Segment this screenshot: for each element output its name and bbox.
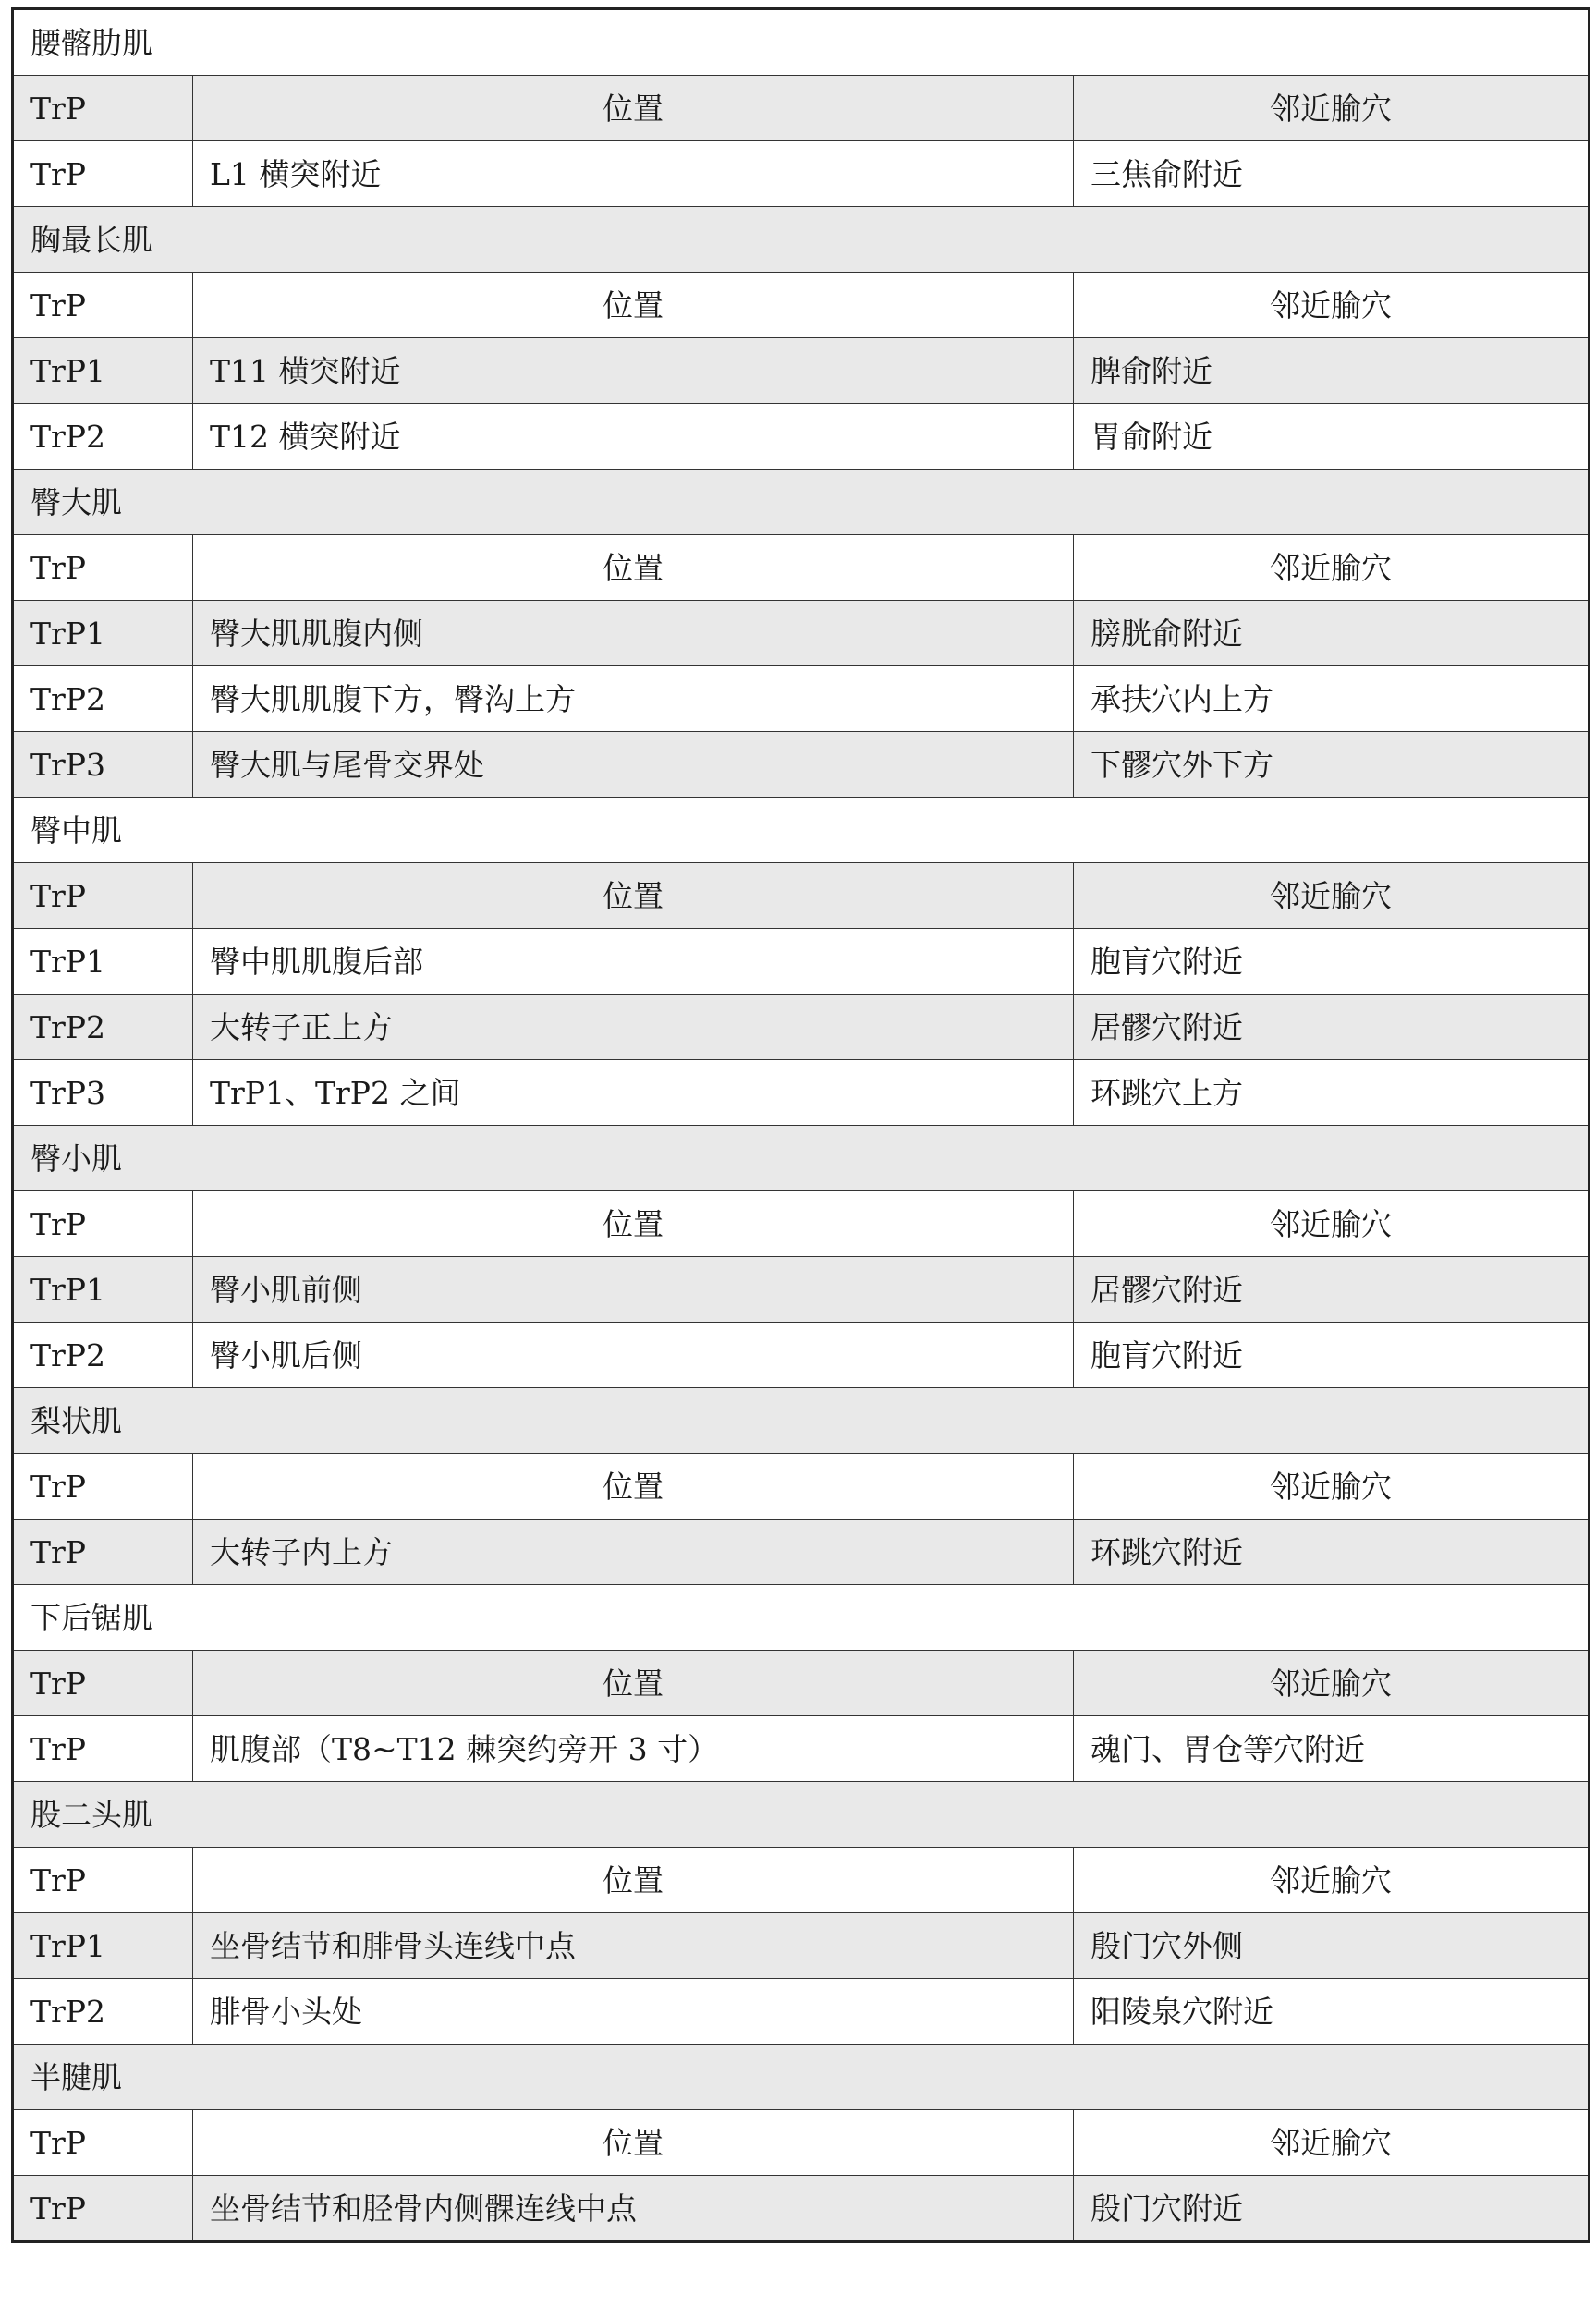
header-acupoint: 邻近腧穴: [1074, 863, 1590, 929]
nearby-acupoint: 下髎穴外下方: [1074, 732, 1590, 798]
nearby-acupoint: 膀胱俞附近: [1074, 601, 1590, 666]
trigger-point-code: TrP1: [13, 1257, 193, 1323]
trigger-point-code: TrP: [13, 141, 193, 207]
trigger-point-location: 大转子正上方: [193, 995, 1074, 1060]
table-header-row: [13, 1191, 1590, 1257]
muscle-name: 臀大肌: [13, 470, 1590, 535]
trigger-point-location: 臀小肌前侧: [193, 1257, 1074, 1323]
header-location: 位置: [193, 76, 1074, 141]
muscle-title-row: [13, 1782, 1590, 1848]
muscle-title-row: [13, 207, 1590, 273]
table-row: [13, 141, 1590, 207]
trigger-point-code: TrP2: [13, 1323, 193, 1388]
muscle-title-row: [13, 798, 1590, 863]
muscle-name: 梨状肌: [13, 1388, 1590, 1454]
table-row: [13, 1257, 1590, 1323]
header-acupoint: 邻近腧穴: [1074, 273, 1590, 338]
table-header-row: [13, 1454, 1590, 1520]
nearby-acupoint: 殷门穴附近: [1074, 2176, 1590, 2242]
header-acupoint: 邻近腧穴: [1074, 1191, 1590, 1257]
header-code: TrP: [13, 76, 193, 141]
header-code: TrP: [13, 273, 193, 338]
trigger-point-location: 肌腹部（T8~T12 棘突约旁开 3 寸）: [193, 1716, 1074, 1782]
table-header-row: [13, 273, 1590, 338]
trigger-point-location: 坐骨结节和胫骨内侧髁连线中点: [193, 2176, 1074, 2242]
trigger-point-code: TrP2: [13, 995, 193, 1060]
trigger-point-location: 臀中肌肌腹后部: [193, 929, 1074, 995]
table-row: [13, 732, 1590, 798]
header-acupoint: 邻近腧穴: [1074, 1454, 1590, 1520]
header-location: 位置: [193, 1848, 1074, 1913]
header-location: 位置: [193, 273, 1074, 338]
header-location: 位置: [193, 1651, 1074, 1716]
muscle-name: 下后锯肌: [13, 1585, 1590, 1651]
header-location: 位置: [193, 535, 1074, 601]
nearby-acupoint: 胃俞附近: [1074, 404, 1590, 470]
trigger-point-code: TrP2: [13, 666, 193, 732]
table-row: [13, 1520, 1590, 1585]
header-code: TrP: [13, 1191, 193, 1257]
trigger-point-code: TrP3: [13, 732, 193, 798]
nearby-acupoint: 环跳穴上方: [1074, 1060, 1590, 1126]
nearby-acupoint: 魂门、胃仓等穴附近: [1074, 1716, 1590, 1782]
table-header-row: [13, 1651, 1590, 1716]
header-location: 位置: [193, 863, 1074, 929]
table-row: [13, 1323, 1590, 1388]
table-row: [13, 404, 1590, 470]
table-header-row: [13, 1848, 1590, 1913]
trigger-point-code: TrP3: [13, 1060, 193, 1126]
header-code: TrP: [13, 1454, 193, 1520]
trigger-point-code: TrP: [13, 1520, 193, 1585]
trigger-point-location: T11 横突附近: [193, 338, 1074, 404]
trigger-point-code: TrP1: [13, 338, 193, 404]
nearby-acupoint: 胞肓穴附近: [1074, 929, 1590, 995]
trigger-point-code: TrP1: [13, 1913, 193, 1979]
trigger-point-code: TrP2: [13, 404, 193, 470]
muscle-name: 胸最长肌: [13, 207, 1590, 273]
trigger-point-code: TrP: [13, 1716, 193, 1782]
table-row: [13, 1060, 1590, 1126]
table-header-row: [13, 2110, 1590, 2176]
nearby-acupoint: 胞肓穴附近: [1074, 1323, 1590, 1388]
muscle-name: 股二头肌: [13, 1782, 1590, 1848]
nearby-acupoint: 脾俞附近: [1074, 338, 1590, 404]
header-location: 位置: [193, 1191, 1074, 1257]
nearby-acupoint: 居髎穴附近: [1074, 1257, 1590, 1323]
table-row: [13, 2176, 1590, 2242]
trigger-point-code: TrP2: [13, 1979, 193, 2045]
trigger-point-location: 坐骨结节和腓骨头连线中点: [193, 1913, 1074, 1979]
muscle-name: 臀中肌: [13, 798, 1590, 863]
nearby-acupoint: 承扶穴内上方: [1074, 666, 1590, 732]
header-code: TrP: [13, 863, 193, 929]
trigger-point-location: TrP1、TrP2 之间: [193, 1060, 1074, 1126]
trigger-point-location: 臀大肌肌腹下方，臀沟上方: [193, 666, 1074, 732]
table-row: [13, 929, 1590, 995]
muscle-title-row: [13, 1126, 1590, 1191]
table-header-row: [13, 863, 1590, 929]
table-row: [13, 338, 1590, 404]
header-acupoint: 邻近腧穴: [1074, 76, 1590, 141]
trigger-point-location: L1 横突附近: [193, 141, 1074, 207]
muscle-name: 腰髂肋肌: [13, 9, 1590, 76]
header-acupoint: 邻近腧穴: [1074, 535, 1590, 601]
header-code: TrP: [13, 1848, 193, 1913]
nearby-acupoint: 阳陵泉穴附近: [1074, 1979, 1590, 2045]
table-row: [13, 601, 1590, 666]
table-body: [13, 9, 1590, 2242]
trigger-point-location: T12 横突附近: [193, 404, 1074, 470]
table-row: [13, 1913, 1590, 1979]
table-header-row: [13, 535, 1590, 601]
muscle-title-row: [13, 470, 1590, 535]
header-code: TrP: [13, 1651, 193, 1716]
nearby-acupoint: 殷门穴外侧: [1074, 1913, 1590, 1979]
header-code: TrP: [13, 2110, 193, 2176]
muscle-title-row: [13, 2045, 1590, 2110]
muscle-name: 半腱肌: [13, 2045, 1590, 2110]
trigger-point-code: TrP: [13, 2176, 193, 2242]
table-row: [13, 666, 1590, 732]
muscle-name: 臀小肌: [13, 1126, 1590, 1191]
header-acupoint: 邻近腧穴: [1074, 2110, 1590, 2176]
trigger-point-location: 腓骨小头处: [193, 1979, 1074, 2045]
muscle-title-row: [13, 1585, 1590, 1651]
table-row: [13, 1979, 1590, 2045]
nearby-acupoint: 环跳穴附近: [1074, 1520, 1590, 1585]
muscle-title-row: [13, 9, 1590, 76]
trigger-point-table-container: [11, 7, 1588, 2243]
header-acupoint: 邻近腧穴: [1074, 1848, 1590, 1913]
trigger-point-location: 大转子内上方: [193, 1520, 1074, 1585]
trigger-point-location: 臀小肌后侧: [193, 1323, 1074, 1388]
table-row: [13, 1716, 1590, 1782]
header-location: 位置: [193, 1454, 1074, 1520]
header-acupoint: 邻近腧穴: [1074, 1651, 1590, 1716]
trigger-point-table: [11, 7, 1590, 2243]
nearby-acupoint: 三焦俞附近: [1074, 141, 1590, 207]
trigger-point-code: TrP1: [13, 601, 193, 666]
muscle-title-row: [13, 1388, 1590, 1454]
header-code: TrP: [13, 535, 193, 601]
nearby-acupoint: 居髎穴附近: [1074, 995, 1590, 1060]
header-location: 位置: [193, 2110, 1074, 2176]
trigger-point-location: 臀大肌与尾骨交界处: [193, 732, 1074, 798]
table-header-row: [13, 76, 1590, 141]
trigger-point-location: 臀大肌肌腹内侧: [193, 601, 1074, 666]
table-row: [13, 995, 1590, 1060]
trigger-point-code: TrP1: [13, 929, 193, 995]
